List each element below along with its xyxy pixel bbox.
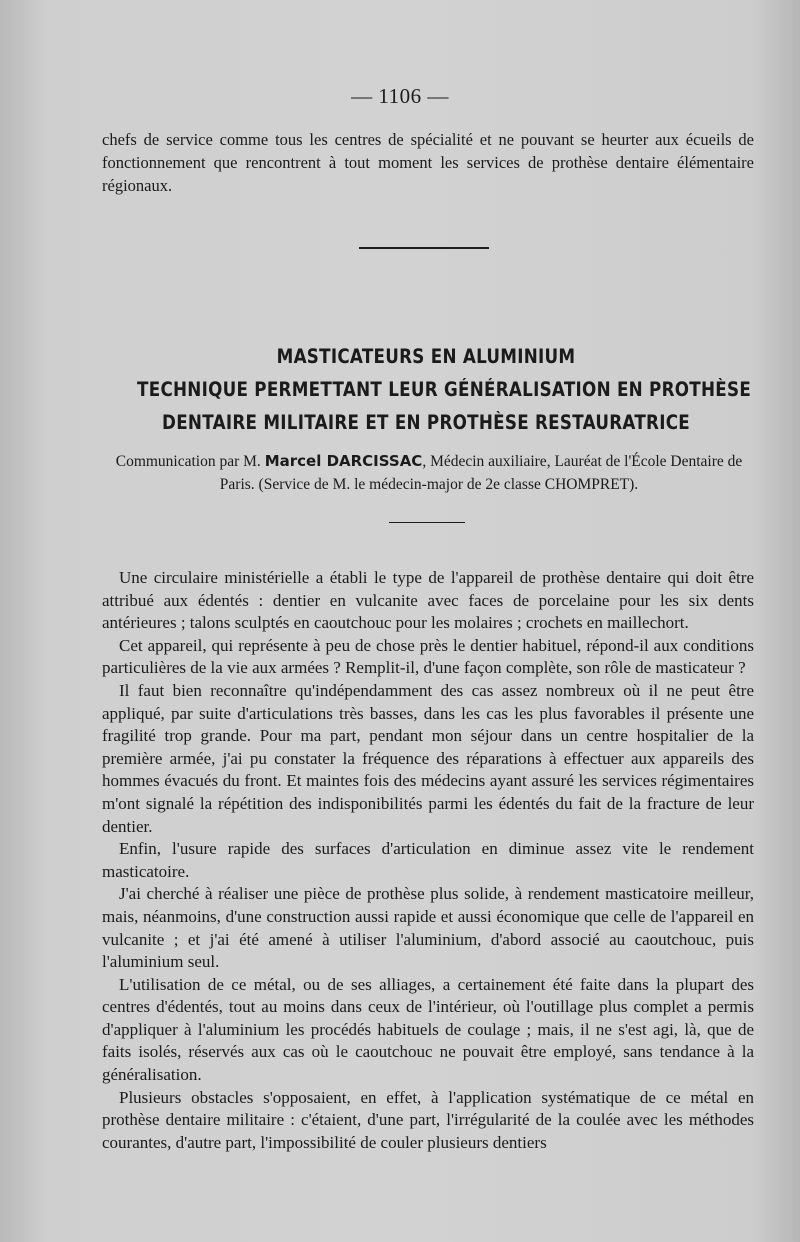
title-line-3: DENTAIRE MILITAIRE ET EN PROTHÈSE RESTAURATRICE <box>162 411 690 434</box>
body-paragraph: L'utilisation de ce métal, ou de ses alliages, a certainement été faite dans la plupart des centres d'édentés, tout au moins dans ceux de l'intérieur, où l'outillage plus complet a permis d'appliquer à l'aluminium les procédés habituels de coulage ; mais, il ne s'est agi, là, que de faits isolés, réservés aux cas où le caoutchouc ne pouvait être employé, sans tendance à la généralisation. <box>102 974 754 1085</box>
body-paragraph: Plusieurs obstacles s'opposaient, en effet, à l'application systématique de ce métal en prothèse dentaire militaire : c'étaient, d'une part, l'irrégularité de la coulée avec les méthodes courantes, d'autre part, l'impossibilité de couler plusieurs dentiers <box>102 1087 754 1152</box>
byline <box>104 450 754 496</box>
title-line-2: TECHNIQUE PERMETTANT LEUR GÉNÉRALISATION EN PROTHÈSE <box>137 378 752 401</box>
byline-suffix: , Médecin auxiliaire, Lauréat de l'École Dentaire de Paris. (Service de M. le médecin-major de 2e classe CHOMPRET). <box>219 453 743 493</box>
author-name: Marcel DARCISSAC <box>264 452 423 470</box>
body-paragraph: J'ai cherché à réaliser une pièce de prothèse plus solide, à rendement masticatoire meilleur, mais, néanmoins, d'une construction aussi rapide et aussi économique que celle de l'appareil en vulcanite ; et j'ai été amené à utiliser l'aluminium, d'abord associé au caoutchouc, puis l'aluminium seul. <box>102 884 754 972</box>
article-title <box>90 340 762 439</box>
section-divider-rule <box>359 247 489 249</box>
byline-prefix: Communication par M. <box>115 453 265 470</box>
title-divider-rule <box>389 522 465 523</box>
body-paragraph: Une circulaire ministérielle a établi le type de l'appareil de prothèse dentaire qui doit être attribué aux édentés : dentier en vulcanite avec faces de porcelaine pour les six dents antérieures ; talons sculptés en caoutchouc pour les molaires ; crochets en maillechort. <box>102 568 754 633</box>
title-line-1: MASTICATEURS EN ALUMINIUM <box>276 345 576 368</box>
page-number: — 1106 — <box>351 84 449 108</box>
body-paragraph: Il faut bien reconnaître qu'indépendamment des cas assez nombreux où il ne peut être appliqué, par suite d'articulations très basses, dans les cas les plus favorables il présente une fragilité trop grande. Pour ma part, pendant mon séjour dans un centre hospitalier de la première armée, j'ai pu constater la fréquence des réparations à effectuer aux appareils des hommes évacués du front. Et maintes fois des médecins ayant assuré les services régimentaires m'ont signalé la répétition des indisponibilités parmi les édentés du fait de la fracture de leur dentier. <box>102 680 754 836</box>
body-paragraph: Enfin, l'usure rapide des surfaces d'articulation en diminue assez vite le rendement masticatoire. <box>102 839 754 881</box>
intro-paragraph: chefs de service comme tous les centres de spécialité et ne pouvant se heurter aux écueils de fonctionnement que rencontrent à tout moment les services de prothèse dentaire élémentaire régionaux. <box>102 130 754 195</box>
body-paragraph: Cet appareil, qui représente à peu de chose près le dentier habituel, répond-il aux conditions particulières de la vie aux armées ? Remplit-il, d'une façon complète, son rôle de masticateur ? <box>102 635 754 678</box>
article-body <box>102 567 754 1154</box>
